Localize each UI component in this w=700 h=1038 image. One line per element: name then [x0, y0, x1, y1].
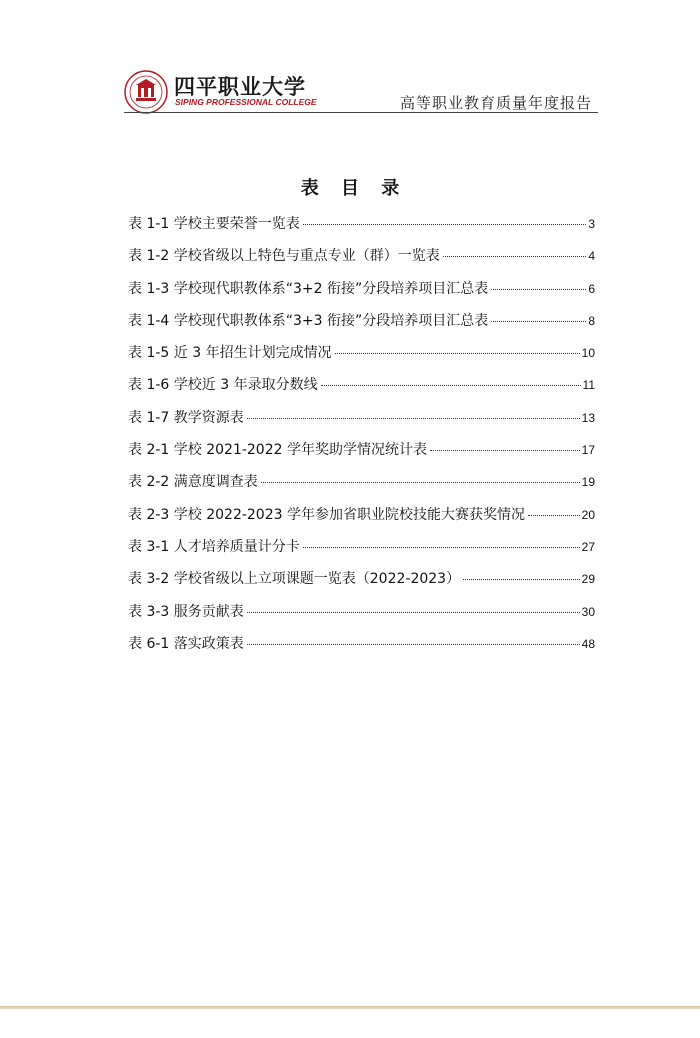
toc-entry[interactable] [128, 634, 595, 666]
school-seal-icon [124, 70, 168, 114]
toc-entry-page: 29 [581, 572, 595, 587]
toc-entry-page: 6 [588, 281, 595, 296]
toc-entry-page: 11 [582, 378, 595, 393]
toc-dot-leader [430, 449, 580, 451]
toc-entry-title: 表 6-1 落实政策表 [128, 635, 244, 652]
toc-entry-title: 表 3-1 人才培养质量计分卡 [128, 538, 300, 555]
toc-entry-title: 表 1-5 近 3 年招生计划完成情况 [128, 345, 332, 362]
toc-entry-title: 表 2-2 满意度调查表 [128, 474, 258, 491]
school-name: 四平职业大学 [174, 74, 306, 99]
report-title: 高等职业教育质量年度报告 [399, 94, 592, 112]
toc-entry-title: 表 1-1 学校主要荣誉一览表 [128, 216, 300, 232]
toc-entry-page: 13 [581, 410, 595, 425]
toc-dot-leader [303, 546, 580, 548]
toc-dot-leader [335, 352, 580, 354]
toc-entry-title: 表 2-1 学校 2021-2022 学年奖助学情况统计表 [128, 442, 427, 459]
toc-entry[interactable] [128, 408, 595, 440]
toc-heading: 表 目 录 [300, 178, 408, 199]
toc-dot-leader [491, 288, 586, 290]
toc-entry[interactable] [128, 569, 595, 601]
toc-dot-leader [321, 384, 581, 386]
toc-entry-title: 表 2-3 学校 2022-2023 学年参加省职业院校技能大赛获奖情况 [128, 506, 525, 523]
toc-entry-page: 3 [588, 217, 595, 231]
toc-entry[interactable] [128, 343, 595, 375]
toc-entry[interactable] [128, 214, 595, 246]
toc-entry[interactable] [128, 246, 595, 278]
toc-entry-page: 20 [581, 507, 595, 522]
toc-dot-leader [491, 320, 586, 322]
toc-entry-page: 19 [581, 475, 595, 490]
toc-entry[interactable] [128, 279, 595, 311]
toc-entry-page: 17 [581, 443, 595, 458]
toc-entry-title: 表 1-7 教学资源表 [128, 409, 244, 426]
toc-dot-leader [528, 514, 580, 516]
toc-entry-page: 4 [588, 249, 595, 264]
toc-entry-title: 表 1-3 学校现代职教体系“3+2 衔接”分段培养项目汇总表 [128, 280, 489, 297]
toc-entry[interactable] [128, 505, 595, 537]
page-header [124, 62, 598, 112]
toc-entry-title: 表 3-2 学校省级以上立项课题一览表（2022-2023） [128, 571, 461, 588]
toc-entry-page: 10 [581, 346, 595, 361]
toc-list [128, 214, 595, 666]
toc-dot-leader [247, 611, 580, 613]
toc-entry-title: 表 1-2 学校省级以上特色与重点专业（群）一览表 [128, 248, 440, 265]
toc-entry[interactable] [128, 311, 595, 343]
toc-entry-title: 表 3-3 服务贡献表 [128, 603, 244, 620]
toc-entry-page: 27 [581, 539, 595, 554]
toc-entry-page: 48 [581, 636, 595, 651]
toc-dot-leader [247, 643, 580, 645]
toc-dot-leader [463, 578, 580, 580]
toc-entry-title: 表 1-4 学校现代职教体系“3+3 衔接”分段培养项目汇总表 [128, 312, 489, 329]
header-divider [124, 112, 598, 113]
toc-entry-title: 表 1-6 学校近 3 年录取分数线 [128, 377, 318, 394]
toc-dot-leader [261, 481, 580, 483]
toc-entry-page: 8 [588, 313, 595, 328]
toc-entry[interactable] [128, 375, 595, 407]
footer-bar [0, 1006, 700, 1009]
toc-entry[interactable] [128, 537, 595, 569]
toc-entry-page: 30 [581, 604, 595, 619]
toc-entry[interactable] [128, 472, 595, 504]
toc-entry[interactable] [128, 440, 595, 472]
toc-dot-leader [303, 223, 587, 225]
toc-dot-leader [247, 417, 580, 419]
school-english-name: SIPING PROFESSIONAL COLLEGE [175, 97, 317, 107]
toc-entry[interactable] [128, 602, 595, 634]
toc-dot-leader [443, 255, 587, 257]
